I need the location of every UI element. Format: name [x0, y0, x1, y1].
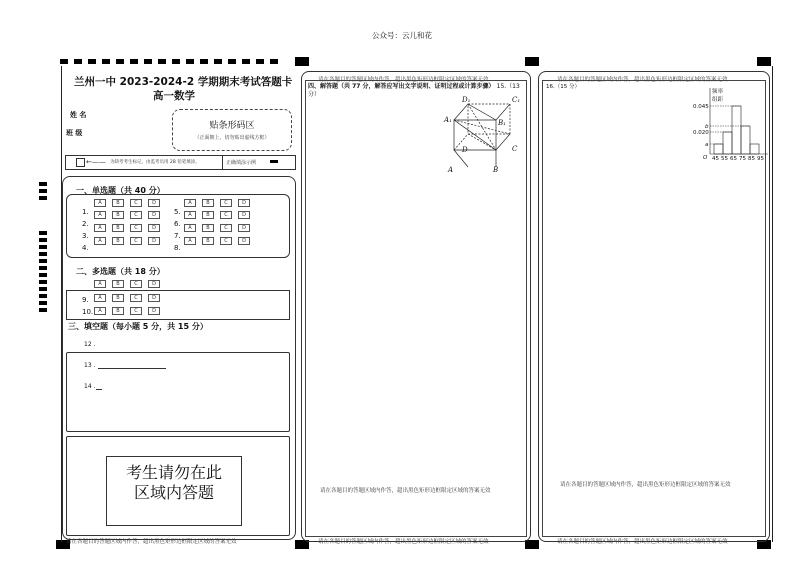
cube-label: A: [448, 166, 454, 174]
cube-figure: [440, 92, 526, 176]
options-row[interactable]: A B C D: [184, 210, 256, 219]
question-number: 1.: [82, 208, 89, 216]
subject-title: 高一数学: [153, 90, 195, 102]
histogram-ylabel: 频率: [712, 89, 724, 95]
arrow-left-icon: ←——: [86, 158, 106, 166]
question-15: 15.（13 分）: [308, 83, 520, 98]
barcode-area: [172, 109, 292, 151]
cube-label: B₁: [498, 119, 506, 127]
histogram-origin: O: [703, 155, 708, 161]
question-number: 6.: [174, 220, 181, 228]
histogram-ytick: b: [705, 124, 709, 130]
correct-fill-label: 正确填涂示例: [226, 160, 257, 166]
area-warning: 请在各题目的答题区域内作答，超出黑色矩形边框限定区域的答案无效: [66, 539, 237, 545]
sheet-title: 兰州一中 2023-2024-2 学期期末考试答题卡: [74, 76, 293, 88]
histogram-bar: [750, 144, 759, 154]
section-single-choice: 一、单选题（共 40 分）: [76, 186, 165, 195]
options-row[interactable]: A B C D: [94, 306, 166, 315]
answer-line[interactable]: [98, 368, 166, 369]
cube-label: B: [493, 166, 499, 174]
no-answer-text: 考生请勿在此: [125, 463, 222, 482]
section-multi-choice: 二、多选题（共 18 分）: [76, 267, 165, 276]
absent-checkbox[interactable]: [76, 158, 85, 167]
histogram-ytick: 0.020: [693, 130, 709, 136]
question-12: 12 .: [84, 341, 96, 348]
question-number: 5.: [174, 208, 181, 216]
question-14: 14 .: [84, 383, 96, 390]
question-number: 2.: [82, 220, 89, 228]
fill-blank-box[interactable]: [66, 352, 290, 432]
area-warning: 请在各题目的答题区域内作答，超出黑色矩形边框限定区域的答案无效: [318, 77, 489, 83]
area-warning: 请在各题目的答题区域内作答，超出黑色矩形边框限定区域的答案无效: [320, 488, 491, 494]
options-row[interactable]: A B C D: [184, 223, 256, 232]
histogram-figure: [693, 86, 768, 166]
area-warning: 请在各题目的答题区域内作答，超出黑色矩形边框限定区域的答案无效: [560, 482, 731, 488]
class-label: 班 级: [66, 129, 83, 137]
question-number: 4.: [82, 244, 89, 252]
right-border: [772, 66, 773, 542]
corner-marker: [295, 57, 309, 66]
histogram-bar: [714, 144, 723, 154]
cube-label: C₁: [512, 96, 521, 104]
histogram-ytick: 0.045: [693, 104, 709, 110]
options-row[interactable]: A B C D: [94, 210, 166, 219]
section-fill-blank: 三、填空题（每小题 5 分，共 15 分）: [68, 322, 208, 331]
absent-note: 为缺考考生标记，由监考员用 2B 铅笔填涂。: [110, 160, 200, 165]
cube-label: A₁: [444, 116, 452, 124]
options-row[interactable]: A B C D: [94, 279, 166, 288]
options-row[interactable]: A B C D: [184, 236, 256, 245]
correct-fill-sample: [270, 160, 278, 163]
barcode-hint: （正面朝上，切勿贴出虚线方框）: [194, 135, 270, 141]
question-number: 7.: [174, 232, 181, 240]
corner-marker: [757, 57, 771, 66]
options-row[interactable]: A B C D: [184, 198, 256, 207]
histogram-bar: [741, 126, 750, 154]
histogram-xtick: 45: [712, 156, 719, 162]
options-row[interactable]: A B C D: [94, 236, 166, 245]
answer-line[interactable]: [96, 389, 102, 390]
histogram-xtick: 95: [757, 156, 764, 162]
cube-label: D₁: [462, 96, 471, 104]
histogram-ylabel: 组距: [712, 97, 724, 103]
options-row[interactable]: A B C D: [94, 223, 166, 232]
area-warning: 请在各题目的答题区域内作答，超出黑色矩形边框限定区域的答案无效: [318, 539, 489, 545]
area-warning: 请在各题目的答题区域内作答，超出黑色矩形边框限定区域的答案无效: [557, 539, 728, 545]
histogram-bar: [732, 106, 741, 154]
question-number: 8.: [174, 244, 181, 252]
question-13: 13 .: [84, 362, 96, 369]
question-number: 10.: [82, 308, 94, 316]
cube-label: C: [512, 145, 518, 153]
absent-row: [65, 155, 296, 170]
name-label: 姓 名: [70, 111, 87, 119]
histogram-bar: [723, 132, 732, 154]
no-answer-text: 区域内答题: [133, 483, 214, 502]
histogram-xtick: 85: [748, 156, 755, 162]
options-row[interactable]: A B C D: [94, 198, 166, 207]
question-number: 9.: [82, 296, 89, 304]
header-note: 公众号：云儿和花: [372, 31, 432, 40]
question-16: 16.（15 分）: [546, 84, 580, 90]
corner-marker: [525, 540, 539, 549]
histogram-xtick: 65: [730, 156, 737, 162]
corner-marker: [525, 57, 539, 66]
options-row[interactable]: A B C D: [94, 293, 166, 302]
section-solution: 四、解答题（共 77 分，解答应写出文字说明、证明过程或计算步骤） 15.（13 分）: [308, 83, 520, 98]
histogram-ytick: a: [705, 142, 709, 148]
cube-label: D: [462, 146, 468, 154]
question-number: 3.: [82, 232, 89, 240]
barcode-label: 贴条形码区: [209, 121, 255, 131]
histogram-xtick: 55: [721, 156, 728, 162]
no-answer-box: [106, 456, 242, 526]
area-warning: 请在各题目的答题区域内作答，超出黑色矩形边框限定区域的答案无效: [557, 77, 728, 83]
histogram-xtick: 75: [739, 156, 746, 162]
